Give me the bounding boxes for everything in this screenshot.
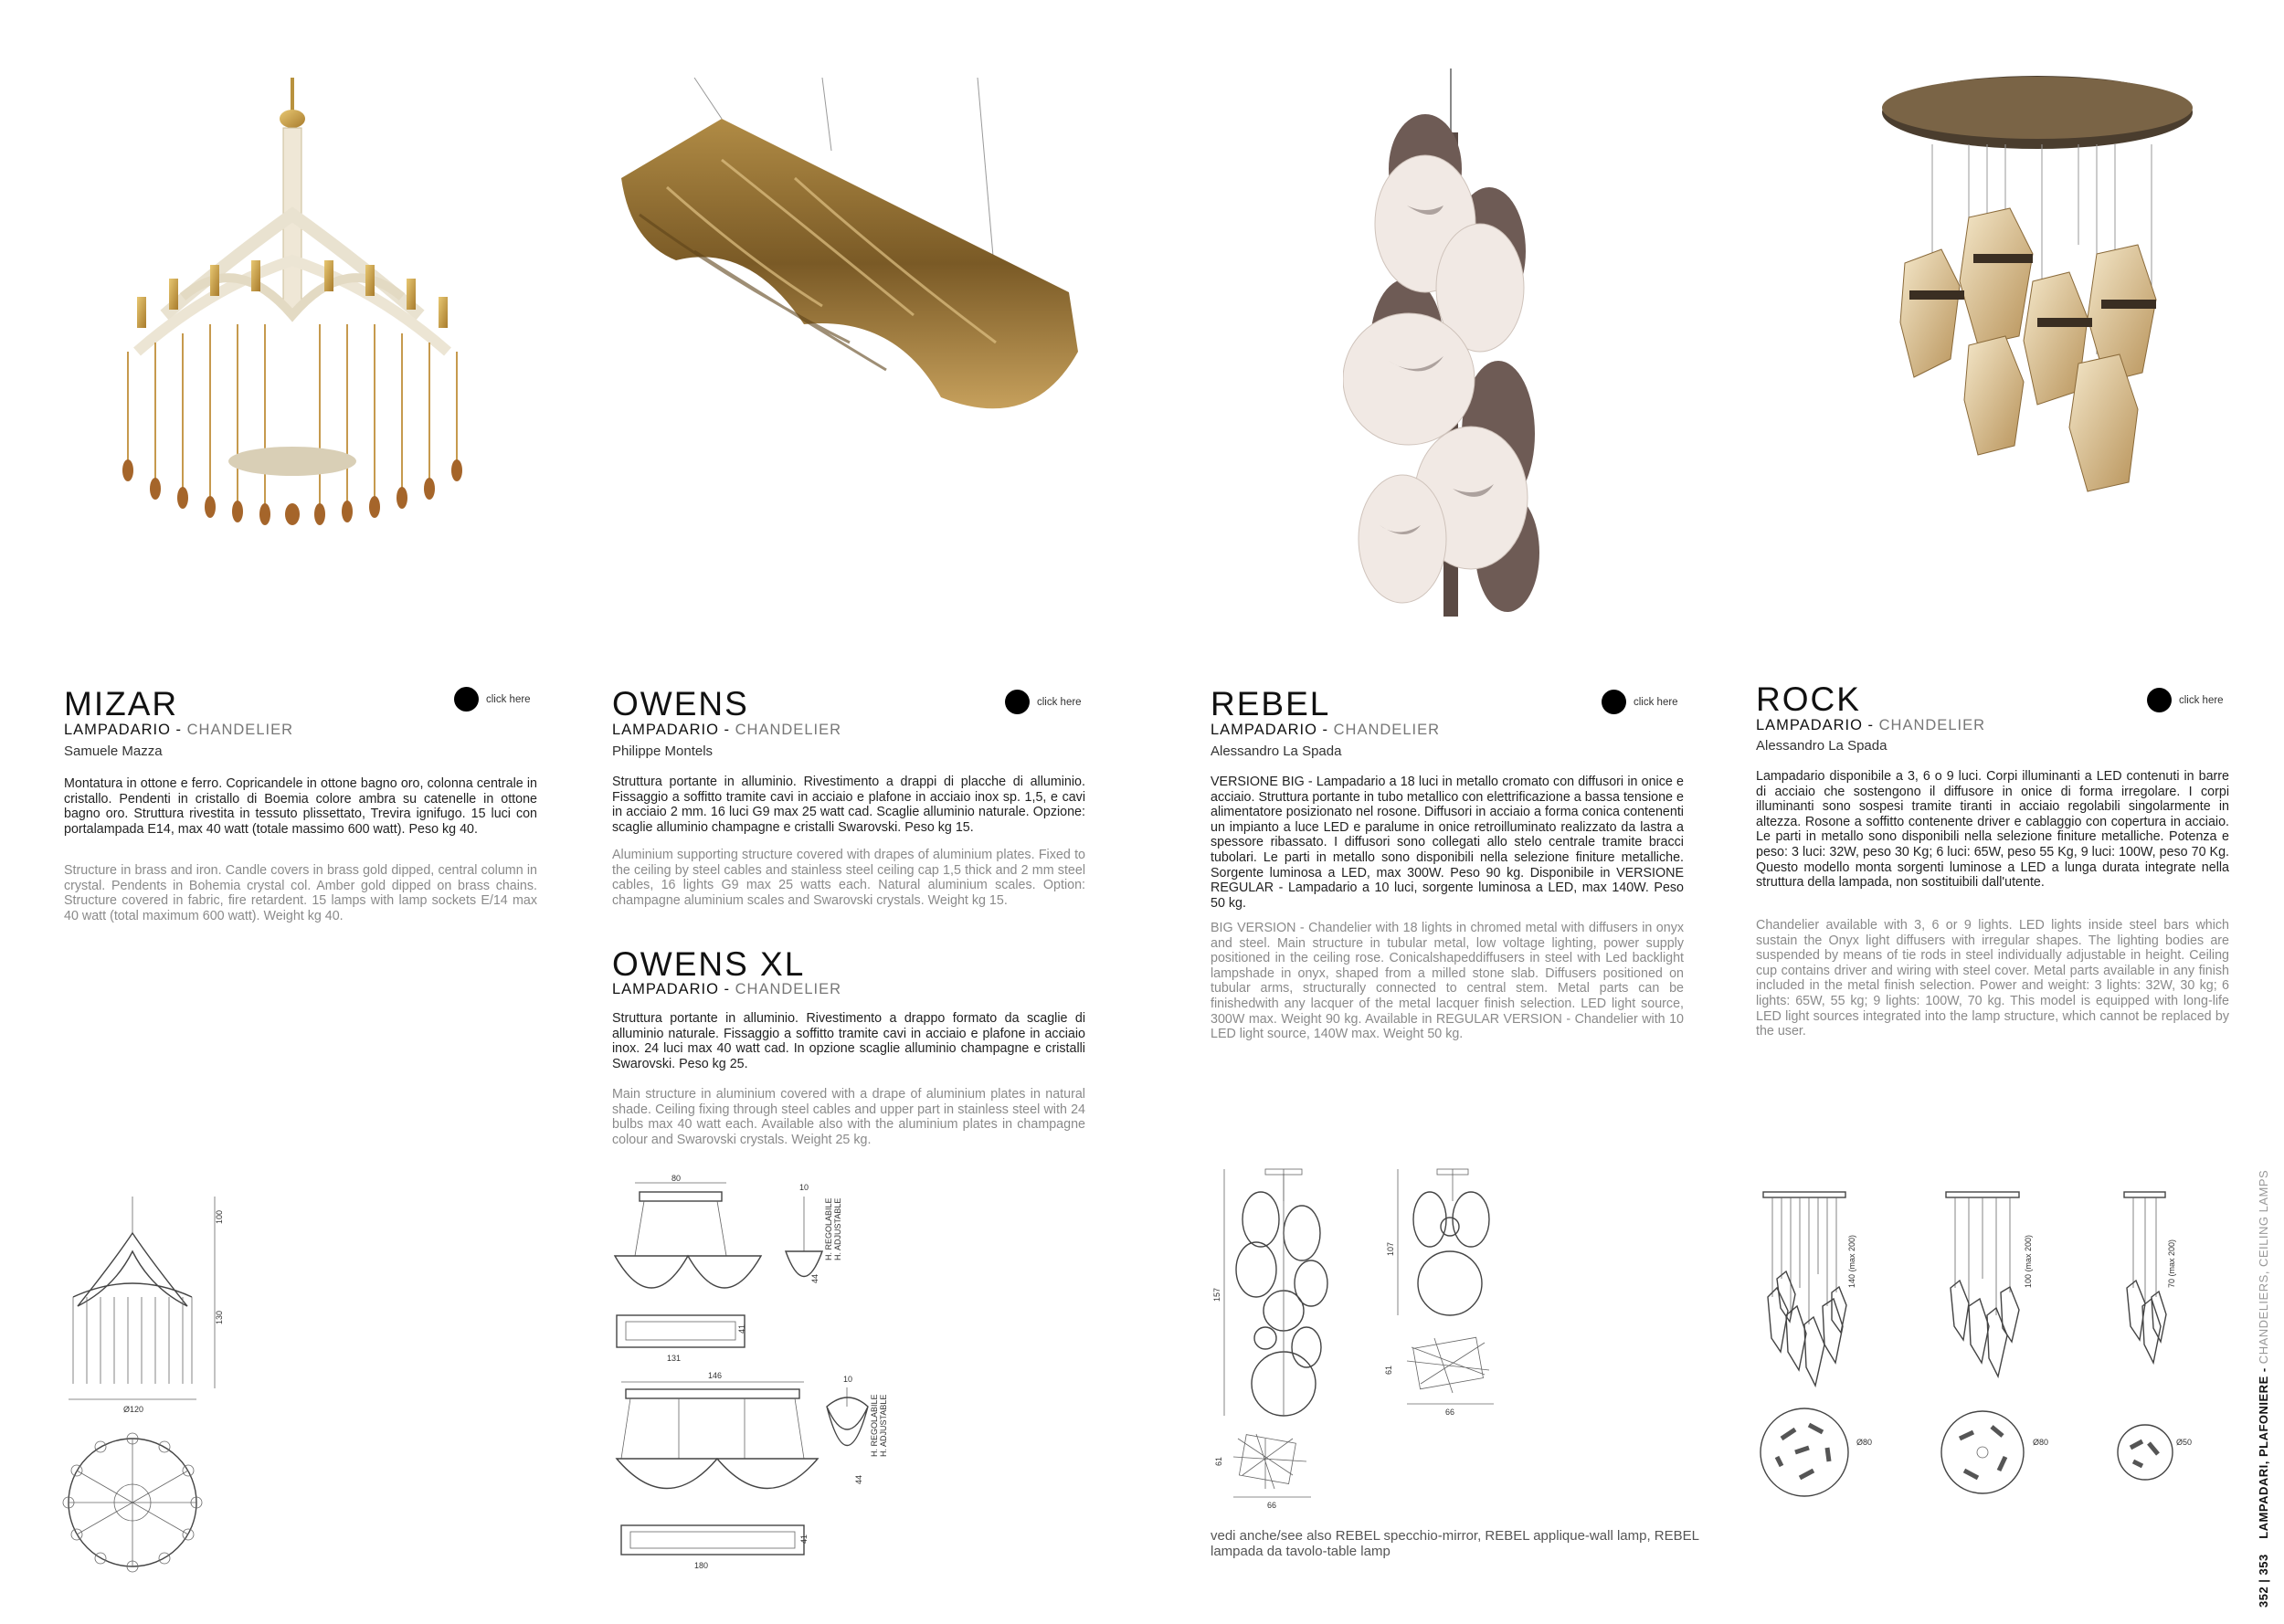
rock-dim-h9: 140 (max 200): [1847, 1234, 1856, 1288]
mizar-dim-h2: 130: [215, 1310, 224, 1324]
mizar-dim-h1: 100: [215, 1209, 224, 1224]
owens-dim-l: 131: [667, 1354, 682, 1363]
mizar-click-here-button[interactable]: [454, 687, 531, 712]
rebel-click-here-button[interactable]: [1602, 690, 1678, 714]
rock-dim-h3: 70 (max 200): [2167, 1239, 2176, 1288]
rock-designer: Alessandro La Spada: [1756, 738, 1887, 754]
owens-title: OWENS: [612, 685, 749, 722]
rock-dim-d6: Ø80: [2033, 1438, 2049, 1447]
owens-click-here-button[interactable]: [1005, 690, 1082, 714]
owens-photo: [612, 78, 1087, 443]
click-dot-icon: [2147, 688, 2172, 712]
mizar-title: MIZAR: [64, 685, 179, 722]
mizar-desc-en: Structure in brass and iron. Candle covers in brass gold dipped, central column in crystal. Pendents in Bohemia crystal col. Amber gold dipped on brass chains. Structure covered in fabric, fire retardent. 15 lamps with lamp sockets E/14 max 40 watt (total maximum 600 watt). Weight kg 40.: [64, 863, 537, 923]
rebel-dim-h-big: 157: [1212, 1287, 1221, 1302]
owens-type: [612, 722, 841, 739]
rock-dim-h6: 100 (max 200): [2024, 1234, 2033, 1288]
mizar-type-it: LAMPADARIO -: [64, 722, 183, 738]
category-en: CHANDELIERS, CEILING LAMPS: [2257, 1169, 2270, 1365]
owens-xl-dim-hh: 44: [854, 1474, 863, 1484]
rebel-type-en: CHANDELIER: [1333, 722, 1440, 738]
owens-type-it: LAMPADARIO -: [612, 722, 731, 738]
owens-dim-hh: 44: [810, 1273, 819, 1283]
owens-xl-dim-l: 180: [694, 1561, 709, 1570]
owens-xl-type-it: LAMPADARIO -: [612, 981, 731, 997]
rebel-dim-d2: 61: [1384, 1365, 1393, 1375]
rebel-click-label: click here: [1634, 696, 1678, 708]
rock-desc-it: Lampadario disponibile a 3, 6 o 9 luci. Corpi illuminanti a LED contenuti in barre di acciaio che sostengono il diffusore in onice di forma irregolare. I corpi illuminanti sono sospesi tramite tiranti in acciaio regolabili singolarmente in altezza. Rosone a soffitto contenente driver e cablaggio con copertura in acciaio. Le parti in metallo sono disponibili nella selezione finiture metalliche. Potenza e peso: 3 luci: 32W, peso 30 Kg; 6 luci: 65W, peso 55 Kg, 9 luci: 100W, peso 70 Kg. Questo modello monta sorgenti luminose a LED a lunga durata integrate nella struttura della lampada, non sostituibili dall'utente.: [1756, 769, 2229, 891]
rock-dim-d9: Ø80: [1856, 1438, 1873, 1447]
rock-desc-en: Chandelier available with 3, 6 or 9 lights. LED lights inside steel bars which sustain the Onyx light diffusers with irregular shapes. The lighting bodies are suspended by means of tie rods in steel individually adjustable in height. Ceiling cup contains driver and wiring with steel cover. Metal parts available in any finish included in the metal finish selection. Power and weight: 3 lights: 32W, 30 kg; 6 lights: 65W, 55 kg; 9 lights: 100W, 70 kg. This model is equipped with long-life LED light sources integrated into the lamp structure, which cannot be replaced by the user.: [1756, 918, 2229, 1039]
rebel-dim-d1: 61: [1214, 1456, 1223, 1466]
owens-xl-type: [612, 981, 841, 998]
mizar-click-label: click here: [486, 693, 531, 705]
owens-dim-d: 10: [799, 1183, 809, 1192]
rebel-photo: [1343, 69, 1581, 617]
owens-desc-it: Struttura portante in alluminio. Rivestimento a drappi di placche di alluminio. Fissaggio a soffitto tramite cavi in acciaio e plafone in acciaio inox sp. 1,5, e cavi in acciaio 2 mm. 16 luci G9 max 25 watt cad. Scaglie alluminio naturale. Opzione: scaglie alluminio champagne e cristalli Swarovski. Peso kg 15.: [612, 775, 1085, 835]
rebel-see-also: vedi anche/see also REBEL specchio-mirror, REBEL applique-wall lamp, REBEL lampada da tavolo-table lamp: [1211, 1528, 1699, 1559]
rebel-dim-w2: 66: [1445, 1408, 1455, 1417]
rebel-title: REBEL: [1211, 685, 1331, 722]
mizar-desc-it: Montatura in ottone e ferro. Copricandele in ottone bagno oro, colonna centrale in cristallo. Pendenti in cristallo di Boemia colore ambra su catenelle in ottone bagno oro. Struttura rivestita in tessuto plissettato, Trevira ignifugo. 15 luci con portalampada E14, max 40 watt (totale massimo 600 watt). Peso kg 40.: [64, 776, 537, 837]
rock-type-en: CHANDELIER: [1878, 717, 1985, 733]
owens-xl-dim-h: 41: [799, 1534, 809, 1544]
rebel-technical-drawing: [1211, 1165, 1512, 1512]
rock-type-it: LAMPADARIO -: [1756, 717, 1875, 733]
click-dot-icon: [1005, 690, 1030, 714]
mizar-photo: [100, 78, 502, 525]
owens-xl-dim-d: 10: [843, 1375, 853, 1384]
owens-designer: Philippe Montels: [612, 743, 714, 759]
owens-dim-h: 41: [737, 1323, 746, 1334]
owens-xl-dim-adj-it: H. REGOLABILE: [870, 1394, 879, 1457]
rock-type: [1756, 717, 1985, 734]
rebel-desc-it: VERSIONE BIG - Lampadario a 18 luci in metallo cromato con diffusori in onice e acciaio. Struttura portante in tubo metallico con elettrificazione a bassa tensione e alimentatore posizionato nel rosone. Diffusori in acciaio a forma conica contenenti un impianto a luce LED e paralume in onice retroilluminato realizzato da lastra a spessore ribassato. I diffusori sono collegati allo stelo centrale tramite bracci tubolari. Le parti in metallo sono disponibili nella selezione finiture metalliche. Sorgente luminosa a LED, max 300W. Peso 90 kg. Disponibile in VERSIONE REGULAR - Lampadario a 10 luci, sorgente luminosa a LED, max 140W. Peso 50 kg.: [1211, 775, 1684, 911]
owens-type-en: CHANDELIER: [735, 722, 841, 738]
owens-dim-w: 80: [671, 1174, 682, 1183]
mizar-type: [64, 722, 293, 739]
click-dot-icon: [1602, 690, 1626, 714]
owens-xl-type-en: CHANDELIER: [735, 981, 841, 997]
owens-technical-drawing: [608, 1174, 909, 1576]
rock-dim-d3: Ø50: [2176, 1438, 2193, 1447]
rebel-dim-w1: 66: [1267, 1501, 1277, 1510]
mizar-technical-drawing: [59, 1197, 242, 1580]
owens-desc-en: Aluminium supporting structure covered with drapes of aluminium plates. Fixed to the ceiling by steel cables and stainless steel ceiling cap 1,5 thick and 2 mm steel cables, 16 lights G9 max 25 watts each. Natural aluminium scales. Option: champagne aluminium scales and Swarovski crystals. Weight kg 15.: [612, 848, 1085, 908]
owens-dim-adj-en: H. ADJUSTABLE: [833, 1197, 842, 1260]
rock-click-here-button[interactable]: [2147, 688, 2224, 712]
rebel-type-it: LAMPADARIO -: [1211, 722, 1329, 738]
owens-xl-dim-w: 146: [708, 1371, 723, 1380]
owens-dim-adj-it: H. REGOLABILE: [824, 1197, 833, 1260]
owens-xl-title: OWENS XL: [612, 945, 806, 983]
owens-click-label: click here: [1037, 696, 1082, 708]
side-category-label: [2257, 1170, 2270, 1608]
rock-technical-drawing: [1754, 1187, 2229, 1534]
mizar-type-en: CHANDELIER: [186, 722, 293, 738]
rock-click-label: click here: [2179, 694, 2224, 706]
rock-photo: [1877, 71, 2197, 528]
mizar-dim-diam: Ø120: [123, 1405, 144, 1414]
owens-xl-dim-adj-en: H. ADJUSTABLE: [879, 1394, 888, 1457]
category-it: LAMPADARI, PLAFONIERE -: [2257, 1367, 2270, 1539]
mizar-designer: Samuele Mazza: [64, 743, 163, 759]
rebel-designer: Alessandro La Spada: [1211, 743, 1342, 759]
owens-xl-desc-it: Struttura portante in alluminio. Rivestimento a drappo formato da scaglie di alluminio naturale. Fissaggio a soffitto tramite cavi in acciaio e plafone in acciaio inox. 24 luci max 40 watt cad. In opzione scaglie alluminio champagne e cristalli Swarovski. Peso kg 25.: [612, 1011, 1085, 1071]
page-numbers: 352 | 353: [2257, 1554, 2270, 1608]
rebel-type: [1211, 722, 1440, 739]
click-dot-icon: [454, 687, 479, 712]
rebel-dim-h-reg: 107: [1386, 1241, 1395, 1256]
owens-xl-desc-en: Main structure in aluminium covered with a drape of aluminium plates in natural shade. Ceiling fixing through steel cables and upper part in stainless steel with 24 bulbs max 40 watt each. Available also with the aluminium plates in champagne colour and Swarovski crystals. Weight 25 kg.: [612, 1087, 1085, 1147]
rebel-desc-en: BIG VERSION - Chandelier with 18 lights in chromed metal with diffusers in onyx and steel. Main structure in tubular metal, low voltage lighting, power supply positioned in the ceiling rose. Conicalshapeddiffusers in steel with Led backlight lampshade in onyx, shaped from a milled stone slab. Diffusers positioned on tubular arms, structurally connected to central stem. Metal parts can be finishedwith any lacquer of the metal lacquer finish selection. LED light source, 300W max. Weight 90 kg. Available in REGULAR VERSION - Chandelier with 10 LED light source, 140W max. Weight 50 kg.: [1211, 921, 1684, 1042]
rock-title: ROCK: [1756, 680, 1861, 718]
